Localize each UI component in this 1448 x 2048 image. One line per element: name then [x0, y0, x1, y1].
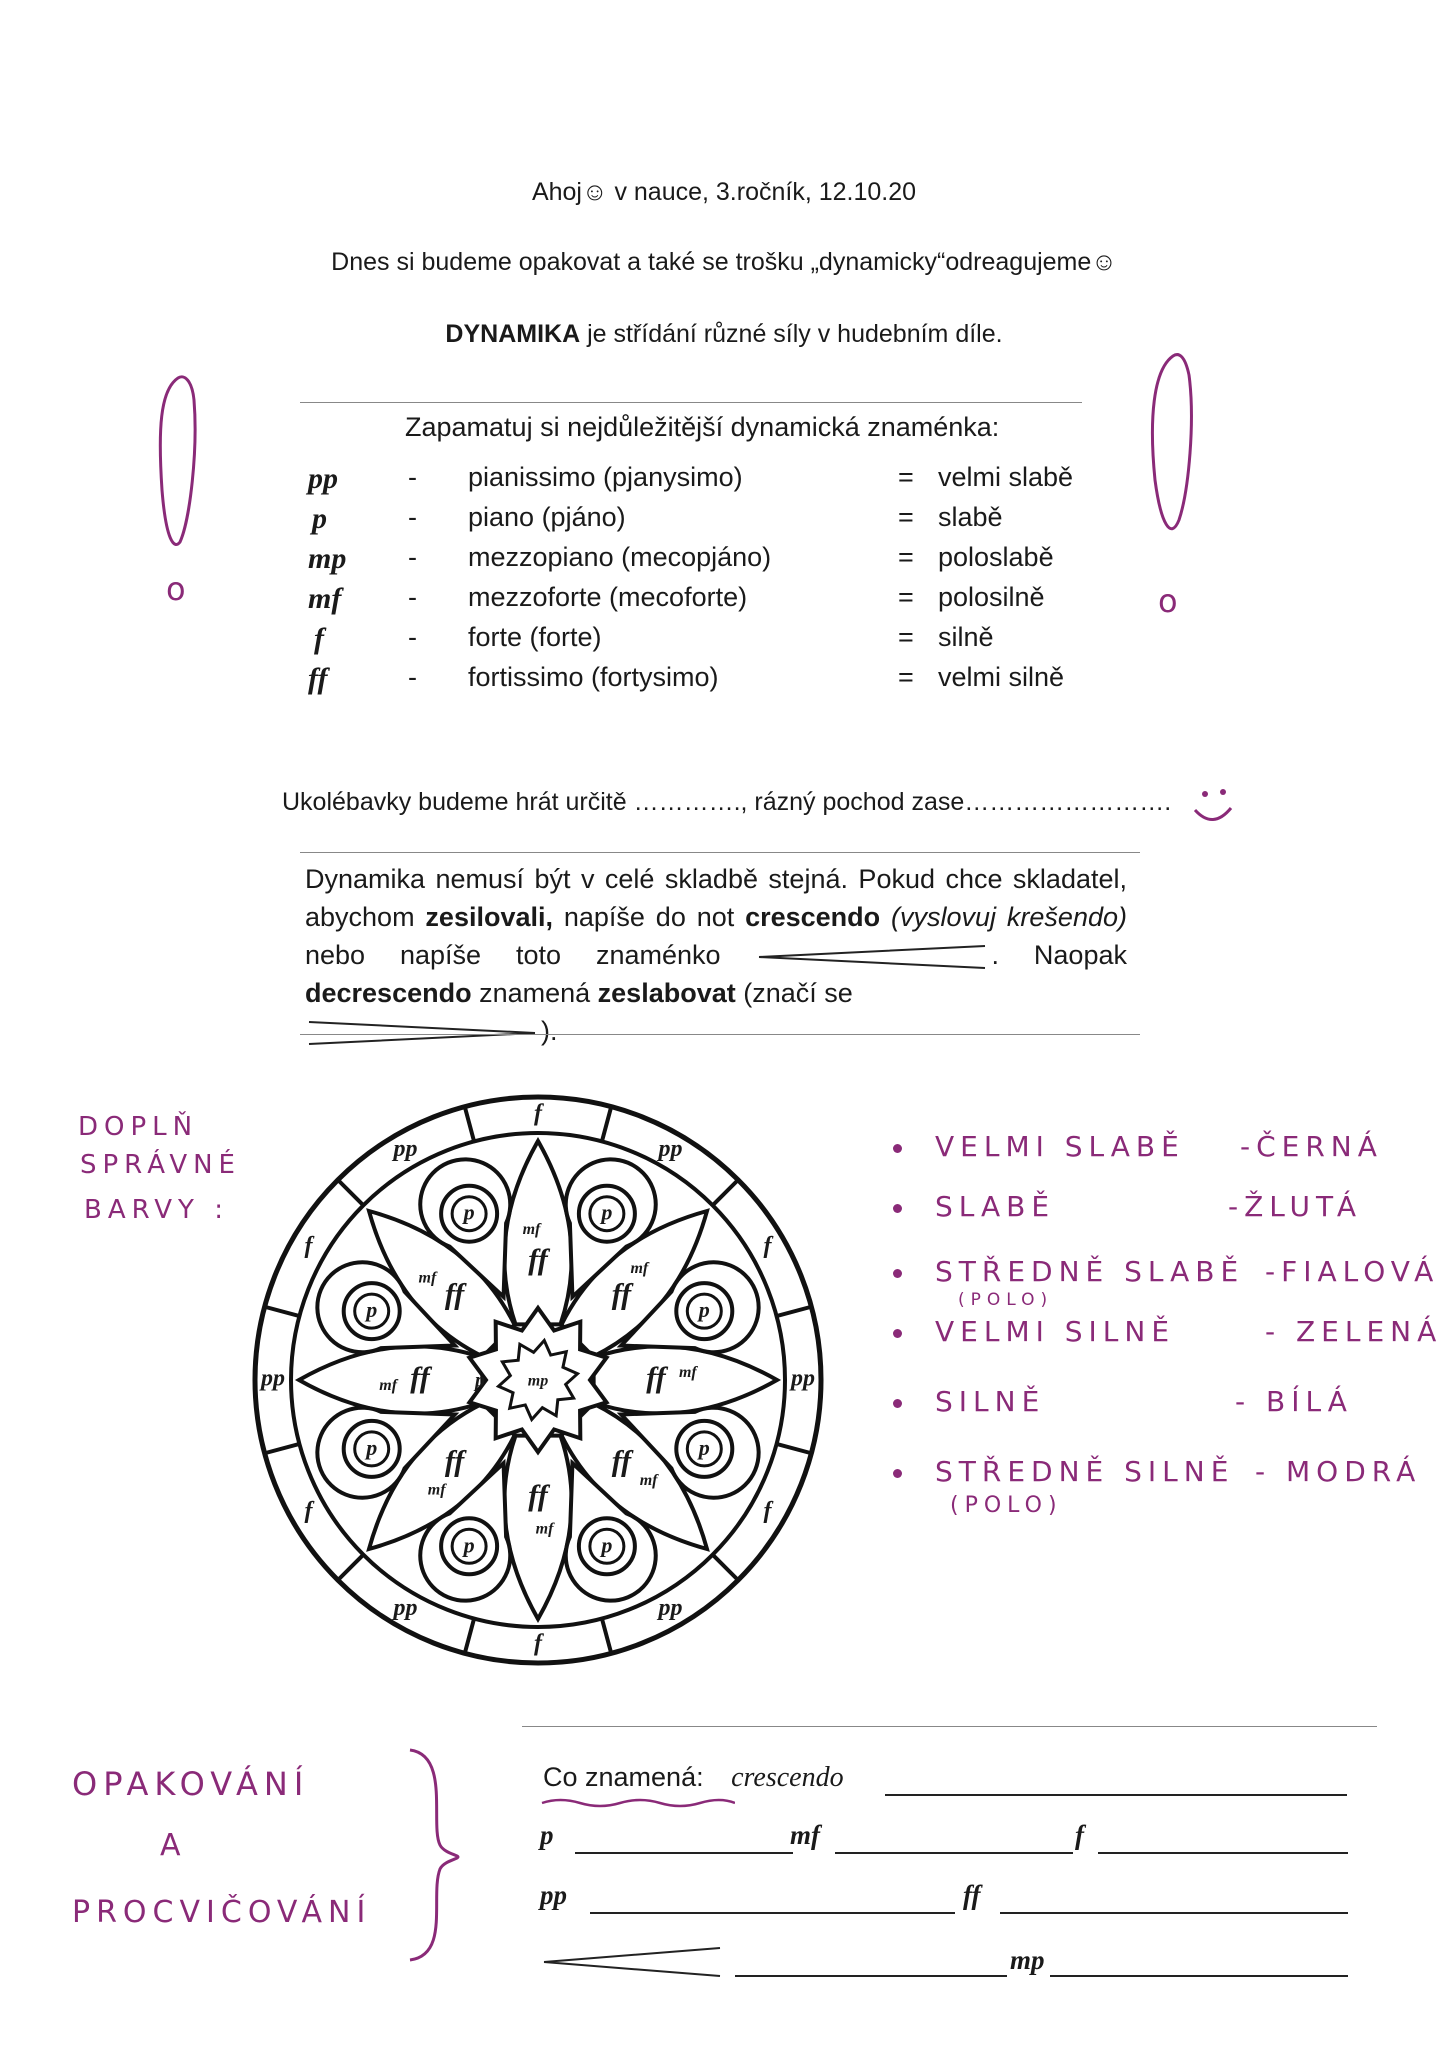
dynamics-row-mp	[300, 542, 1120, 582]
divider	[300, 1034, 1140, 1035]
dynamic-meaning: velmi slabě	[938, 462, 1074, 492]
dynamic-symbol: f	[314, 622, 324, 655]
petal-label: ff	[611, 1277, 632, 1311]
equals: =	[898, 582, 914, 612]
teardrop-label: p	[366, 1434, 378, 1460]
dash: -	[408, 462, 417, 492]
answer-line[interactable]	[1098, 1852, 1348, 1854]
petal-label: ff	[528, 1242, 548, 1276]
teardrop-small-label: mf	[535, 1520, 554, 1538]
dynamics-row-pp	[300, 462, 1120, 502]
exercise-term: crescendo	[731, 1762, 844, 1793]
petal-label: ff	[646, 1360, 666, 1394]
color-name: - BÍLÁ	[1235, 1385, 1353, 1418]
dynamic-symbol: mf	[308, 582, 342, 615]
dynamic-meaning: poloslabě	[938, 542, 1054, 572]
paragraph-text: ).	[541, 1016, 558, 1046]
crescendo-sign-icon	[540, 1944, 725, 1980]
teardrop-small-label: mf	[639, 1472, 658, 1490]
bullet-dot	[893, 1329, 902, 1338]
dynamics-row-mf	[300, 582, 1120, 622]
ring-label: f	[304, 1498, 313, 1525]
paragraph-text: . Naopak	[991, 940, 1127, 970]
polo-note-2: (POLO)	[950, 1493, 1063, 1518]
teardrop-label: p	[698, 1434, 710, 1460]
paragraph-text: znamená	[471, 978, 598, 1008]
dynamic-name: forte (forte)	[468, 622, 602, 652]
teardrop-small-label: mf	[379, 1377, 398, 1395]
color-level: STŘEDNĚ SILNĚ	[935, 1455, 1235, 1488]
dash: -	[408, 542, 417, 572]
dash: -	[408, 622, 417, 652]
ring-label: pp	[658, 1594, 683, 1622]
paragraph-italic: (vyslovuj krešendo)	[880, 902, 1127, 932]
exercise-symbol: mp	[1010, 1945, 1045, 1975]
petal-label: ff	[528, 1478, 548, 1512]
paragraph-text: (značí se	[735, 978, 853, 1008]
dynamic-symbol: pp	[308, 462, 338, 495]
equals: =	[898, 662, 914, 692]
ring-label: f	[304, 1233, 313, 1260]
exercise-question	[543, 1762, 844, 1794]
equals: =	[898, 462, 914, 492]
answer-line[interactable]	[1050, 1975, 1348, 1977]
center-label: mp	[527, 1372, 549, 1390]
dynamics-table	[300, 462, 1120, 702]
color-name: -ČERNÁ	[1240, 1130, 1383, 1163]
review-label-line-1: OPAKOVÁNÍ	[72, 1765, 310, 1803]
equals: =	[898, 502, 914, 532]
dash: -	[408, 502, 417, 532]
polo-note-1: (POLO)	[958, 1290, 1054, 1310]
dynamic-name: piano (pjáno)	[468, 502, 626, 532]
intro-line: Dnes si budeme opakovat a také se trošku „dynamicky“odreagujeme☺	[331, 248, 1117, 276]
exercise-symbol: pp	[540, 1880, 567, 1910]
ring-label: pp	[791, 1365, 815, 1392]
petal-label: ff	[444, 1444, 465, 1478]
curly-brace-icon	[400, 1745, 470, 1965]
crescendo-sign-icon	[755, 944, 991, 970]
dynamics-row-p	[300, 502, 1120, 542]
petal-label: ff	[410, 1360, 430, 1394]
exclamation-dot-right: o	[1158, 582, 1184, 620]
instruction-line-3: BARVY :	[84, 1195, 229, 1225]
wavy-underline-icon	[540, 1795, 735, 1813]
bullet-dot	[893, 1204, 902, 1213]
ring-label: pp	[261, 1365, 285, 1392]
dynamic-name: mezzopiano (mecopjáno)	[468, 542, 772, 572]
fill-sentence: Ukolébavky budeme hrát určitě …………., rázný pochod zase…………………….	[282, 788, 1172, 816]
bullet-dot	[893, 1269, 902, 1278]
greeting-line: Ahoj☺ v nauce, 3.ročník, 12.10.20	[531, 178, 917, 206]
decrescendo-sign-icon	[305, 1020, 541, 1046]
teardrop-small-label: mf	[427, 1481, 446, 1499]
dynamic-meaning: silně	[938, 622, 994, 652]
instruction-line-1: DOPLŇ	[78, 1112, 199, 1142]
petal-label: ff	[611, 1444, 632, 1478]
teardrop-small-label: mf	[522, 1220, 541, 1238]
equals: =	[898, 542, 914, 572]
dynamic-name: fortissimo (fortysimo)	[468, 662, 719, 692]
dynamics-row-ff	[300, 662, 1120, 702]
smiley-icon	[1185, 780, 1245, 840]
color-name: -ŽLUTÁ	[1228, 1190, 1363, 1223]
dynamic-symbol: mp	[308, 542, 347, 575]
dash: -	[408, 662, 417, 692]
ring-label: f	[763, 1498, 772, 1525]
petal-label: ff	[444, 1277, 465, 1311]
dynamics-mandala	[243, 1080, 833, 1680]
paragraph-text: nebo napíše toto znaménko	[305, 940, 721, 970]
teardrop-label: p	[601, 1532, 613, 1558]
review-label-line-3: PROCVIČOVÁNÍ	[72, 1895, 372, 1930]
exclamation-mark-right	[1135, 350, 1215, 580]
answer-line[interactable]	[835, 1852, 1073, 1854]
divider	[300, 852, 1140, 853]
memo-heading: Zapamatuj si nejdůležitější dynamická znaménka:	[405, 412, 1000, 442]
color-level: VELMI SILNĚ	[935, 1315, 1176, 1348]
teardrop-label: p	[601, 1199, 613, 1225]
dynamics-paragraph	[305, 860, 1127, 1050]
dynamic-symbol: p	[312, 502, 327, 535]
answer-line[interactable]	[1000, 1912, 1348, 1914]
color-name: - MODRÁ	[1255, 1455, 1422, 1488]
ring-label: pp	[393, 1594, 418, 1622]
ring-label: f	[763, 1233, 772, 1260]
divider	[522, 1726, 1377, 1727]
teardrop-label: p	[463, 1532, 475, 1558]
bullet-dot	[893, 1399, 902, 1408]
instruction-line-2: SPRÁVNÉ	[80, 1150, 241, 1180]
dynamic-name: mezzoforte (mecoforte)	[468, 582, 748, 612]
ring-label: pp	[658, 1136, 683, 1163]
exclamation-dot-left: o	[166, 570, 192, 608]
teardrop-small-label: mf	[418, 1269, 437, 1287]
paragraph-bold: crescendo	[745, 902, 881, 932]
bullet-dot	[893, 1469, 902, 1478]
answer-line[interactable]	[885, 1794, 1347, 1796]
exercise-symbol: f	[1075, 1820, 1084, 1850]
ring-label: f	[534, 1630, 542, 1657]
exercise-question-label: Co znamená:	[543, 1762, 704, 1792]
answer-line[interactable]	[575, 1852, 793, 1854]
paragraph-text: Dynamika nemusí být v celé skladbě stejná. Pokud chce skladatel, abychom	[305, 864, 1127, 932]
ring-label: f	[534, 1100, 542, 1127]
teardrop-label: p	[698, 1297, 710, 1323]
dynamic-symbol: ff	[308, 662, 328, 695]
ring-label: pp	[393, 1136, 418, 1163]
teardrop-label: p	[463, 1199, 475, 1225]
review-label-line-2: A	[160, 1828, 187, 1863]
dash: -	[408, 582, 417, 612]
paragraph-bold: decrescendo	[305, 978, 472, 1008]
paragraph-bold: zeslabovat	[597, 978, 736, 1008]
paragraph-bold: zesilovali,	[425, 902, 553, 932]
teardrop-small-label: mf	[630, 1260, 649, 1278]
teardrop-small-label: mf	[678, 1364, 697, 1382]
color-level: STŘEDNĚ SLABĚ	[935, 1255, 1245, 1288]
answer-line[interactable]	[735, 1975, 1007, 1977]
color-level: SILNĚ	[935, 1385, 1046, 1418]
exercise-symbol: ff	[963, 1880, 981, 1910]
exercise-symbol: p	[540, 1820, 554, 1850]
bullet-dot	[893, 1144, 902, 1153]
paragraph-text: napíše do not	[553, 902, 746, 932]
color-level: VELMI SLABĚ	[935, 1130, 1185, 1163]
definition-term: DYNAMIKA	[445, 320, 581, 348]
teardrop-label: p	[366, 1297, 378, 1323]
divider	[300, 402, 1082, 403]
dynamic-name: pianissimo (pjanysimo)	[468, 462, 743, 492]
dynamic-meaning: polosilně	[938, 582, 1045, 612]
definition-text: je střídání různé síly v hudebním díle.	[580, 320, 1003, 348]
answer-line[interactable]	[590, 1912, 955, 1914]
center-side-label: p	[475, 1369, 485, 1392]
color-name: -FIALOVÁ	[1265, 1255, 1440, 1288]
exercise-symbol: mf	[790, 1820, 820, 1850]
dynamic-meaning: velmi silně	[938, 662, 1065, 692]
color-level: SLABĚ	[935, 1190, 1056, 1223]
dynamic-meaning: slabě	[938, 502, 1003, 532]
equals: =	[898, 622, 914, 652]
definition-line	[0, 320, 1448, 349]
color-name: - ZELENÁ	[1265, 1315, 1443, 1348]
mandala-drawing	[255, 1097, 821, 1663]
dynamics-row-f	[300, 622, 1120, 662]
